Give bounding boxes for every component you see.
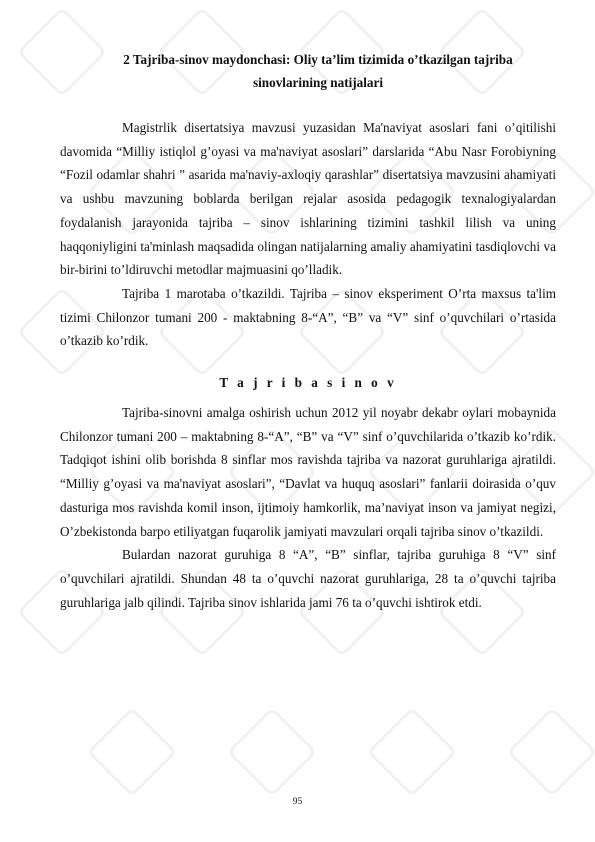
document-page xyxy=(60,48,556,614)
subsection-heading: T a j r i b a s i n o v xyxy=(219,375,397,391)
paragraph-intro-1: Magistrlik disertatsiya mavzusi yuzasidan Ma'naviyat asoslari fani o’qitilishi davomida “Milliy istiqlol g’oyasi va ma'naviyat asoslari” darslarida “Abu Nasr Forobiyning “Fozil odamlar shahri ” asarida ma'naviy-axloqiy qarashlar” disertatsiya mavzusini ahamiyati va ushbu mavzuning boblarda berilgan rejalar asosida pedagogik texnalogiyalardan foydalanish jarayonida tajriba – sinov ishlarining tizimini tashkil lilish va uning haqqoniyligini ta'minlash maqsadida olingan natijalarning amaliy ahamiyatini tasdiqlovchi va bir-birini to’ldiruvchi metodlar majmuasini qo’lladik. xyxy=(60,120,556,278)
section-title xyxy=(80,48,556,94)
section-title-line-2: sinovlarining natijalari xyxy=(252,75,384,90)
section-title-line-1: 2 Tajriba-sinov maydonchasi: Oliy ta’lim tizimida o’tkazilgan tajriba xyxy=(123,52,513,67)
page-number: 95 xyxy=(292,797,303,807)
paragraph-main-2: Bulardan nazorat guruhiga 8 “A”, “B” sinflar, tajriba guruhiga 8 “V” sinf o’quvchilari ajratildi. Shundan 48 ta o’quvchi nazorat guruhlariga, 28 ta o’quvchi tajriba guruhlariga jalb qilindi. Tajriba sinov ishlarida jami 76 ta o’quvchi ishtirok etdi. xyxy=(60,547,556,610)
paragraph-main-1: Tajriba-sinovni amalga oshirish uchun 2012 yil noyabr dekabr oylari mobaynida Chilonzor tumani 200 – maktabning 8-“A”, “B” va “V” sinf o’quvchilarida o’tkazib ko’rdik. Tadqiqot ishini olib borishda 8 sinflar mos ravishda tajriba va nazorat guruhlariga ajratildi. “Milliy g’oyasi va ma'naviyat asoslari”, “Davlat va huquq asoslari” fanlarii doirasida o’quv dasturiga mos ravishda komil inson, ijtimoiy hamkorlik, ma’naviyat inson va jamiyat negizi, O’zbekistonda barpo etiliyatgan fuqarolik jamiyati mavzulari orqali tajriba sinov o’tkazildi. xyxy=(60,405,556,539)
paragraph-intro-2: Tajriba 1 marotaba o’tkazildi. Tajriba – sinov eksperiment O’rta maxsus ta'lim tizimi Chilonzor tumani 200 - maktabning 8-“A”, “B” va “V” sinf o’quvchilari o’rtasida o’tkazib ko’rdik. xyxy=(60,285,556,349)
